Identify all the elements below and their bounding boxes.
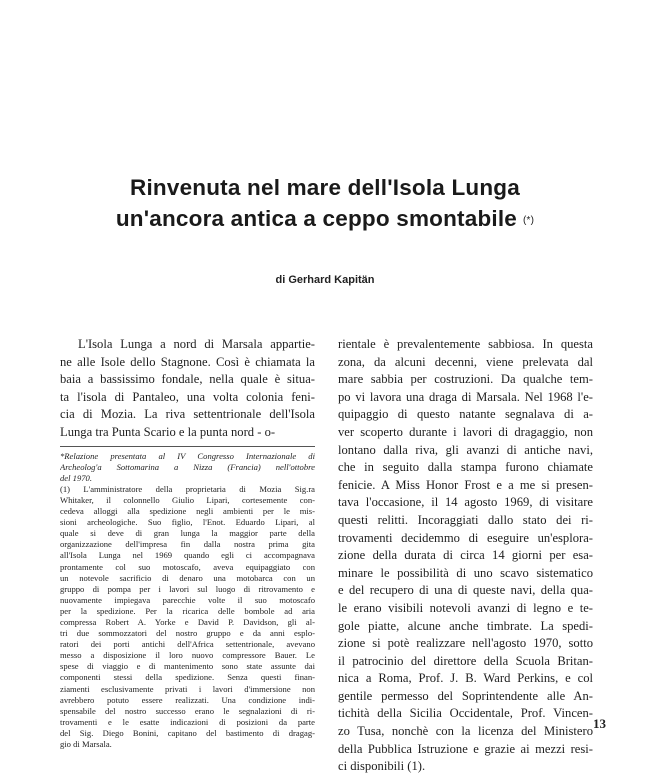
text-line: tichità della Sicilia Occidentale, Prof. Vincen-	[338, 706, 593, 721]
text-line: zione si potè realizzare nell'agosto 1970, sotto	[338, 636, 593, 651]
text-line: sioni archeologiche. Suo figlio, l'Enot. Eduardo Lipari, al	[60, 517, 315, 528]
text-line: gole piatte, alcune anche timbrate. La spedi-	[338, 618, 593, 633]
text-line: po vi lavora una draga di Marsala. Nel 1968 l'e-	[338, 389, 593, 404]
text-line: compressa Robert A. Yorke e David P. Davidson, gli al-	[60, 616, 315, 627]
text-line: tava l'occasione, il 14 agosto 1969, di visitare	[338, 495, 593, 510]
text-line: gio di Marsala.	[60, 739, 112, 749]
text-line: cia di Mozia. La riva settentrionale dell'Isola	[60, 407, 315, 422]
text-line: ci disponibili (1).	[338, 759, 426, 774]
text-line: Whitaker, il colonnello Giulio Lipari, cortesemente con-	[60, 494, 315, 505]
text-line: zo Tusa, nonchè con la licenza del Ministero	[338, 724, 593, 739]
footnote-1	[60, 484, 315, 750]
text-line: spensabile del nostro successo erano le segnalazioni di ri-	[60, 705, 315, 716]
text-line: gruppo di pompa per i lavori sul luogo di ritrovamento e	[60, 583, 315, 594]
text-line: il patrocinio del direttore della Scuola Britan-	[338, 653, 593, 668]
text-line: trovamenti decidemmo di eseguire un'esplora-	[338, 530, 593, 545]
left-body-text	[60, 336, 315, 442]
text-line: baia a bassissimo fondale, nella quale è situa-	[60, 372, 315, 387]
left-column	[60, 336, 315, 750]
text-line: e del recupero di una di queste navi, della qua-	[338, 583, 593, 598]
text-line: ratori dei porti antichi dell'Africa settentrionale, avevano	[60, 639, 315, 650]
title-line-2	[0, 203, 650, 234]
right-column	[338, 336, 593, 776]
text-line: zona, da alcuni decenni, viene prelevata dal	[338, 354, 593, 369]
text-line: messo a disposizione il loro nuovo compressore Bauer. Le	[60, 650, 315, 661]
text-line: del Sig. Diego Bonini, capitano del bastimento di dragag-	[60, 727, 315, 738]
text-line: questi relitti. Incoraggiati dallo stato dei ri-	[338, 512, 593, 527]
text-line: ne alle Isole dello Stagnone. Così è chiamata la	[60, 354, 315, 369]
page-number: 13	[593, 716, 606, 731]
text-line: quipaggio di questo natante segnalava di a-	[338, 407, 593, 422]
text-line: rientale è prevalentemente sabbiosa. In questa	[338, 337, 593, 351]
title-line-2-text: un'ancora antica a ceppo smontabile	[115, 206, 518, 231]
text-line: trovamenti e le esatte indicazioni di posizioni da parte	[60, 716, 315, 727]
text-line: della Pubblica Istruzione e grazie ai mezzi resi-	[338, 741, 593, 756]
text-line: zione della durata di circa 14 giorni per esa-	[338, 548, 593, 563]
text-line: nuovamente impiegava parecchie volte il suo motoscafo	[60, 594, 315, 605]
title-line-1: Rinvenuta nel mare dell'Isola Lunga	[130, 175, 520, 200]
footnote-star	[60, 451, 315, 484]
title-footnote-mark: (*)	[523, 215, 535, 226]
text-line: prontamente col suo motoscafo, aveva equipaggiato con	[60, 561, 315, 572]
text-line: organizzazione dell'impresa fin dalla nostra prima gita	[60, 539, 315, 550]
text-line: gentile permesso del Soprintendente alle An-	[338, 688, 593, 703]
text-line: ta l'isola di Pantaleo, una volta colonia feni-	[60, 389, 315, 404]
text-line: le erano visibili notevoli avanzi di legno e te-	[338, 600, 593, 615]
text-line: spese di viaggio e di mantenimento sono state assunte dai	[60, 661, 315, 672]
text-line: componenti stessi della spedizione. Senza questi finan-	[60, 672, 315, 683]
text-line: Archeolog'a Sottomarina a Nizza (Francia) nell'ottobre	[60, 461, 315, 472]
right-body-text	[338, 336, 593, 776]
text-line: per la spedizione. Per la ricarica delle bombole ad aria	[60, 605, 315, 616]
text-line: un notevole sacrificio di denaro una motobarca con un	[60, 572, 315, 583]
text-line: del 1970.	[60, 472, 92, 483]
article-title	[0, 172, 650, 234]
text-line: che in seguito dalla stampa furono chiamate	[338, 460, 593, 475]
text-line: avrebbero potuto essere realizzati. Una condizione indi-	[60, 694, 315, 705]
text-line: cedeva alloggi alla spedizione negli ambienti per le mis-	[60, 506, 315, 517]
text-line: all'Isola Lunga nel 1969 quando egli ci accompagnava	[60, 550, 315, 561]
text-line: mare sabbia per costruzioni. Da qualche tem-	[338, 372, 593, 387]
author-byline: di Gerhard Kapitän	[275, 274, 375, 286]
text-line: minare le possibilità di uno scavo sistematico	[338, 565, 593, 580]
text-line: ver scoperto durante i lavori di dragaggio, non	[338, 424, 593, 439]
text-line: ziamenti esclusivamente privati i lavori d'immersione non	[60, 683, 315, 694]
text-line: Lunga tra Punta Scario e la punta nord - o-	[60, 424, 276, 439]
text-line: quale si deve di gran lunga la maggior parte della	[60, 528, 315, 539]
footnote-divider	[60, 446, 315, 447]
text-line: L'Isola Lunga a nord di Marsala appartie-	[78, 337, 315, 351]
text-line: *Relazione presentata al IV Congresso Internazionale di	[60, 450, 315, 461]
text-line: nica a Roma, Prof. J. B. Ward Perkins, e col	[338, 671, 593, 686]
text-line: fenicie. A Miss Honor Frost e a me si presen-	[338, 477, 593, 492]
text-line: tri due sommozzatori del nostro gruppo e da anni esplo-	[60, 628, 315, 639]
text-line: lontano dalla riva, gli avanzi di antiche navi,	[338, 442, 593, 457]
text-line: (1) L'amministratore della proprietaria di Mozia Sig.ra	[60, 483, 315, 494]
